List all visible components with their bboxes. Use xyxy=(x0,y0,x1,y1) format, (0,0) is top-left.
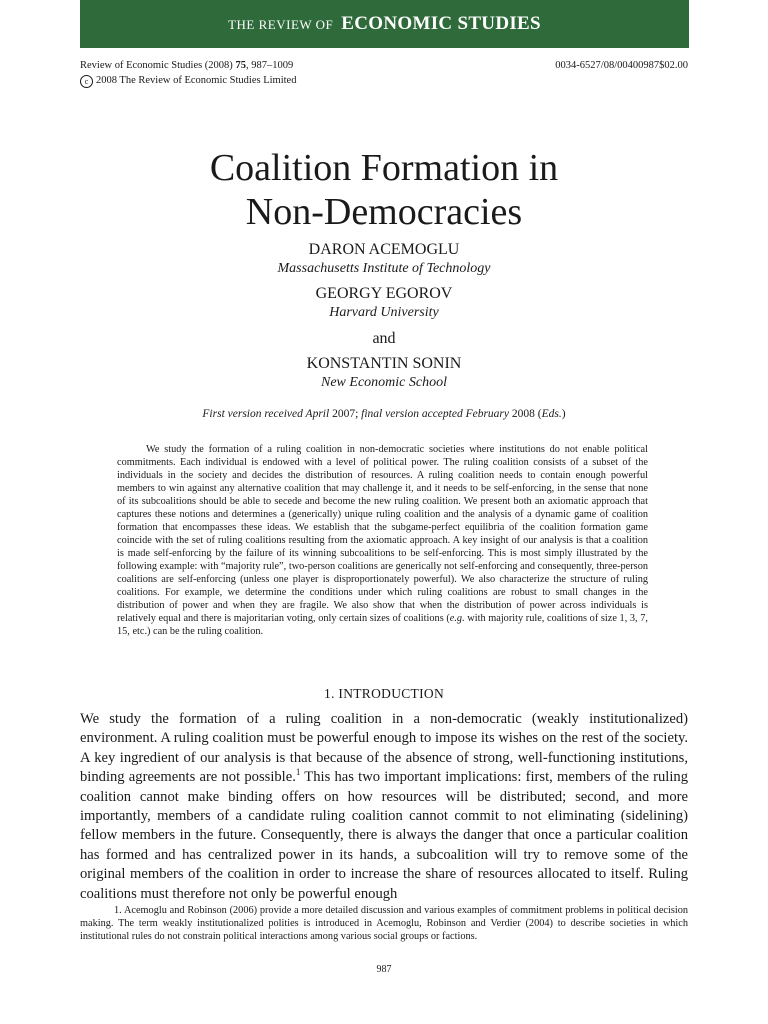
received-close: ) xyxy=(561,408,566,420)
author-conjunction: and xyxy=(372,330,396,347)
copyright-icon: c xyxy=(80,75,93,88)
footnote: 1. Acemoglu and Robinson (2006) provide a more detailed discussion and various examples of commitment problems in political decision making. The term weakly institutionalized polities is introduced in Acemoglu, Robinson and Verdier (2004) to describe societies in which institutional rules do not constrain political interactions among various social groups or factions. xyxy=(80,905,688,943)
banner-journal-name: ECONOMIC STUDIES xyxy=(341,13,541,34)
banner-prefix: THE REVIEW OF xyxy=(228,17,334,32)
author-affiliation: Massachusetts Institute of Technology xyxy=(277,261,491,276)
journal-banner xyxy=(80,0,689,48)
author-name: GEORGY EGOROV xyxy=(315,285,453,302)
issn: 0034-6527/08/00400987$02.00 xyxy=(555,60,688,71)
citation-block xyxy=(80,58,296,88)
abstract-text-end: with majority rule, coalitions of size 1, 3, 7, 15, etc.) can be the ruling coalition. xyxy=(117,613,648,637)
abstract xyxy=(117,443,648,638)
received-year-2: 2008 ( xyxy=(509,408,542,420)
received-first: First version received April xyxy=(202,408,330,420)
received-dates xyxy=(80,408,688,420)
section-heading: 1. INTRODUCTION xyxy=(324,686,444,701)
title-line-2: Non-Democracies xyxy=(245,191,523,233)
received-final: final version accepted February xyxy=(361,408,510,420)
author-affiliation: Harvard University xyxy=(329,305,439,320)
received-year-1: 2007; xyxy=(329,408,362,420)
citation-prefix: Review of Economic Studies (2008) xyxy=(80,60,233,71)
footnote-marker[interactable]: 1 xyxy=(295,767,301,778)
abstract-text: We study the formation of a ruling coalition in non-democratic societies where institutions do not enable political commitments. Each individual is endowed with a level of political power. The ruling coalition consists of a subset of the individuals in the society and decides the distribution of resources. A ruling coalition needs to contain enough powerful members to win against any alternative coalition that may challenge it, and it needs to be self-enforcing, in the sense that none of its subcoalitions should be able to secede and become the new ruling coalition. We present both an axiomatic approach that captures these notions and determines a (generically) unique ruling coalition and the analysis of a dynamic game of coalition formation that encompasses these ideas. We establish that the subgame-perfect equilibria of the coalition formation game coincide with the set of ruling coalitions resulting from the axiomatic approach. A key insight of our analysis is that a coalition is made self-enforcing by the failure of its winning subcoalitions to be self-enforcing. This is most simply illustrated by the following example: with “majority rule”, two-person coalitions are generically not self-enforcing and consequently, three-person coalitions are self-enforcing (unless one player is disproportionately powerful). We also characterize the structure of ruling coalitions. For example, we determine the conditions under which ruling coalitions are robust to small changes in the distribution of power and when they are fragile. We also show that when the distribution of power across individuals is relatively equal and there is majoritarian voting, only certain sizes of coalitions ( xyxy=(117,444,648,624)
page-number: 987 xyxy=(376,964,392,975)
copyright-line xyxy=(80,73,296,88)
abstract-eg: e.g. xyxy=(449,613,465,624)
author-name: DARON ACEMOGLU xyxy=(308,241,460,258)
author-affiliation: New Economic School xyxy=(321,375,447,390)
paper-title xyxy=(80,146,688,234)
title-line-1: Coalition Formation in xyxy=(209,147,559,189)
copyright-text: 2008 The Review of Economic Studies Limited xyxy=(96,75,297,86)
citation-volume: 75 xyxy=(235,60,246,71)
intro-text: We study the formation of a ruling coalition in a non-democratic (weakly institutionalized) environment. A ruling coalition must be powerful enough to impose its wishes on the rest of the society. A key ingredient of our analysis is that because of the absence of strong, well-functioning institutions, binding agreements are not possible. xyxy=(80,711,688,786)
citation-pages: , 987–1009 xyxy=(245,60,294,71)
citation-line xyxy=(80,58,296,73)
author-block xyxy=(80,240,688,398)
intro-paragraph xyxy=(80,710,688,904)
intro-text-cont: This has two important implications: first, members of the ruling coalition cannot make binding offers on how resources will be distributed; second, and more importantly, members of a candidate ruling coalition cannot commit to not eliminating (sidelining) fellow members in the future. Consequently, there is always the danger that once a particular coalition has formed and has centralized power in its hands, a subcoalition will try to remove some of the original members of the coalition in order to increase the share of resources allocated to itself. Ruling coalitions must therefore not only be powerful enough xyxy=(80,769,688,902)
author-name: KONSTANTIN SONIN xyxy=(306,355,462,372)
received-eds: Eds. xyxy=(541,408,562,420)
